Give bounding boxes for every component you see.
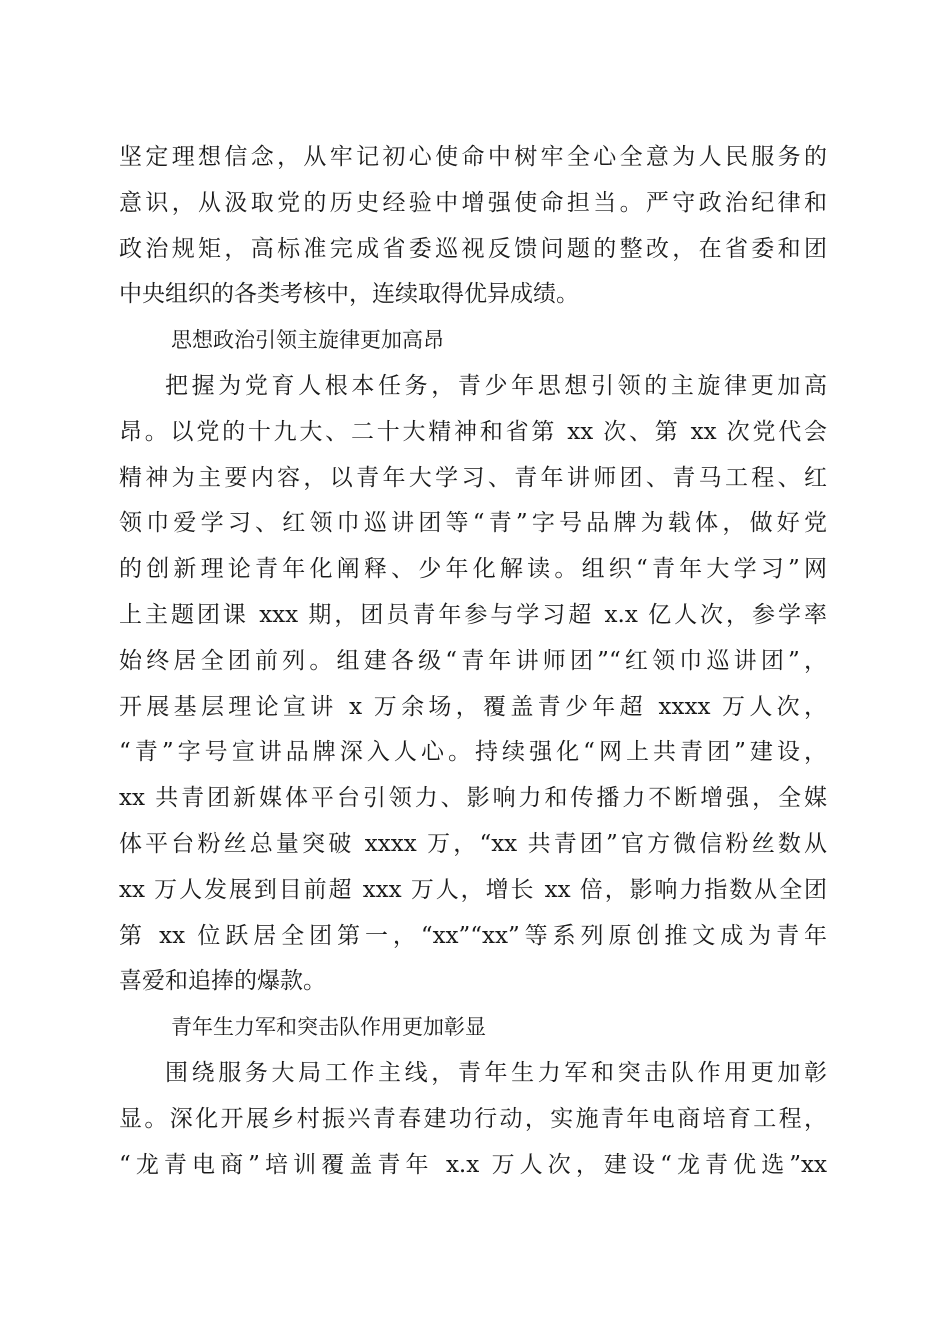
section-heading: 青年生力军和突击队作用更加彰显 — [171, 1015, 486, 1040]
document-body — [119, 135, 827, 1188]
paragraph-first-line: 围绕服务大局工作主线，青年生力军和突击队作用更加彰 — [165, 1059, 827, 1086]
text-line: 意识，从汲取党的历史经验中增强使命担当。严守政治纪律和 — [119, 189, 827, 216]
text-line: 上主题团课 xxx 期，团员青年参与学习超 x.x 亿人次，参学率 — [119, 601, 827, 628]
text-line: 昂。以党的十九大、二十大精神和省第 xx 次、第 xx 次党代会 — [119, 418, 827, 445]
text-line: 的创新理论青年化阐释、少年化解读。组织“青年大学习”网 — [119, 556, 827, 583]
text-line: 开展基层理论宣讲 x 万余场，覆盖青少年超 xxxx 万人次， — [119, 693, 827, 720]
text-line: 第 xx 位跃居全团第一，“xx”“xx”等系列原创推文成为青年 — [119, 922, 827, 949]
text-line: “龙青电商”培训覆盖青年 x.x 万人次，建设“龙青优选”xx — [119, 1151, 827, 1178]
text-line: xx 共青团新媒体平台引领力、影响力和传播力不断增强，全媒 — [119, 785, 827, 812]
text-line: “青”字号宣讲品牌深入人心。持续强化“网上共青团”建设， — [119, 739, 827, 766]
text-line: xx 万人发展到目前超 xxx 万人，增长 xx 倍，影响力指数从全团 — [119, 876, 827, 903]
section-heading: 思想政治引领主旋律更加高昂 — [171, 328, 444, 353]
text-line: 中央组织的各类考核中，连续取得优异成绩。 — [119, 281, 579, 308]
text-line: 始终居全团前列。组建各级“青年讲师团”“红领巾巡讲团”， — [119, 647, 827, 674]
text-line: 显。深化开展乡村振兴青春建功行动，实施青年电商培育工程， — [119, 1105, 827, 1132]
text-line: 精神为主要内容，以青年大学习、青年讲师团、青马工程、红 — [119, 464, 827, 491]
text-line: 领巾爱学习、红领巾巡讲团等“青”字号品牌为载体，做好党 — [119, 510, 827, 537]
paragraph-first-line: 把握为党育人根本任务，青少年思想引领的主旋律更加高 — [165, 372, 827, 399]
text-line: 喜爱和追捧的爆款。 — [119, 968, 326, 995]
text-line: 政治规矩，高标准完成省委巡视反馈问题的整改，在省委和团 — [119, 235, 827, 262]
text-line: 坚定理想信念，从牢记初心使命中树牢全心全意为人民服务的 — [119, 144, 827, 170]
text-line: 体平台粉丝总量突破 xxxx 万，“xx 共青团”官方微信粉丝数从 — [119, 830, 827, 857]
